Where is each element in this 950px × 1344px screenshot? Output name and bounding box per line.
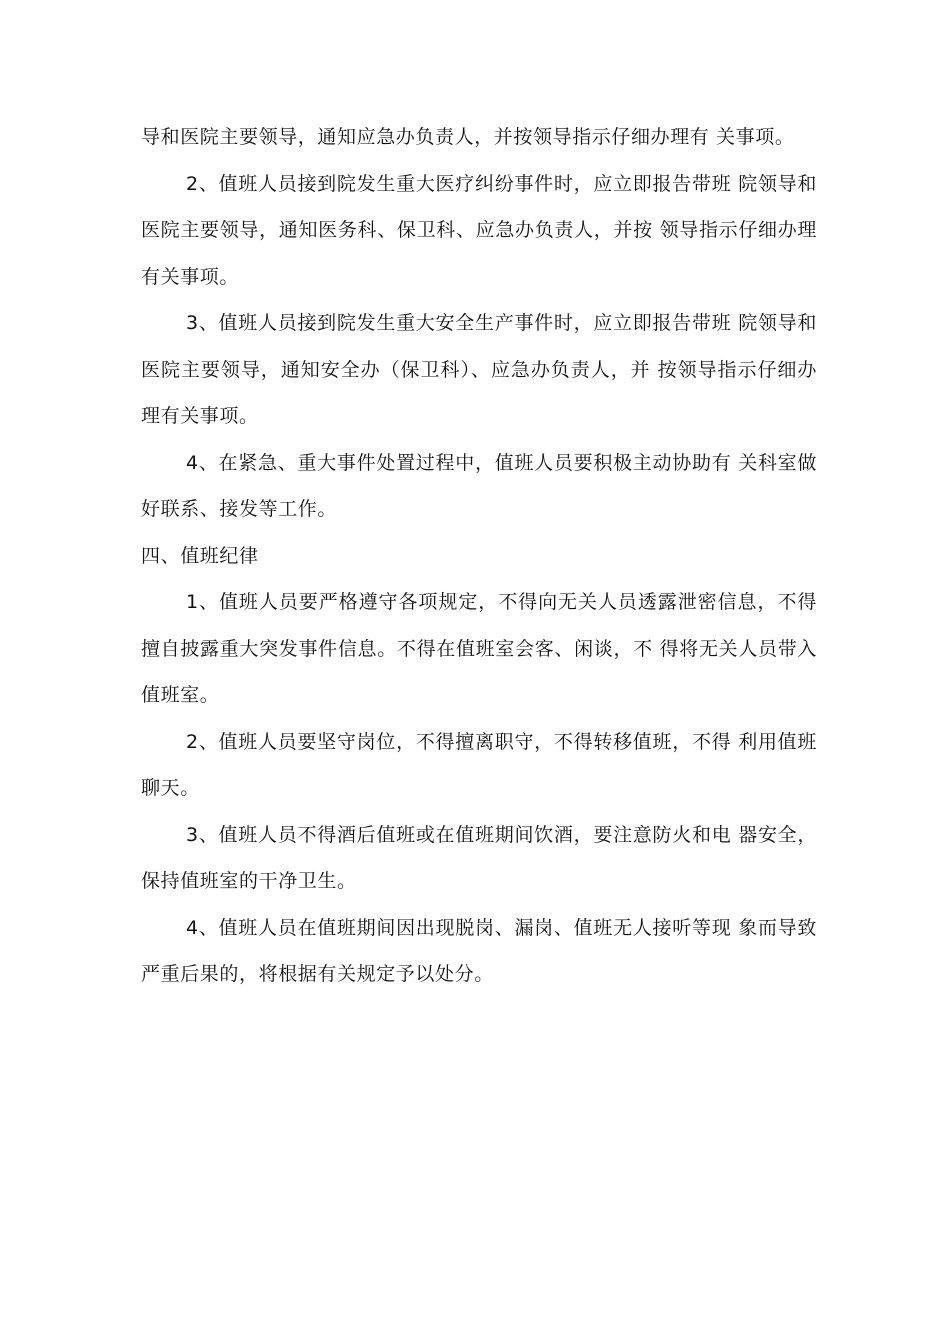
paragraph-discipline-3: 3、值班人员不得酒后值班或在值班期间饮酒，要注意防火和电 器安全，保持值班室的干净卫生。 [141, 823, 817, 892]
paragraph-discipline-1: 1、值班人员要严格遵守各项规定，不得向无关人员透露泄密信息，不得擅自披露重大突发事件信息。不得在值班室会客、闲谈，不 得将无关人员带入值班室。 [141, 591, 817, 706]
paragraph-item-4-emergency-assist: 4、在紧急、重大事件处置过程中，值班人员要积极主动协助有 关科室做好联系、接发等工作。 [141, 451, 817, 520]
paragraph-item-3-safety-event: 3、值班人员接到院发生重大安全生产事件时，应立即报告带班 院领导和医院主要领导，通知安全办（保卫科）、应急办负责人，并 按领导指示仔细办理有关事项。 [141, 312, 817, 427]
paragraph-discipline-4: 4、值班人员在值班期间因出现脱岗、漏岗、值班无人接听等现 象而导致严重后果的，将根据有关规定予以处分。 [141, 916, 817, 985]
paragraph-item-2-medical-dispute: 2、值班人员接到院发生重大医疗纠纷事件时，应立即报告带班 院领导和医院主要领导，通知医务科、保卫科、应急办负责人，并按 领导指示仔细办理有关事项。 [141, 172, 817, 288]
document-body [141, 114, 817, 998]
paragraph-discipline-2: 2、值班人员要坚守岗位，不得擅离职守，不得转移值班，不得 利用值班聊天。 [141, 730, 817, 799]
section-heading-duty-discipline: 四、值班纪律 [141, 544, 259, 567]
paragraph-continuation: 导和医院主要领导，通知应急办负责人，并按领导指示仔细办理有 关事项。 [141, 126, 795, 148]
